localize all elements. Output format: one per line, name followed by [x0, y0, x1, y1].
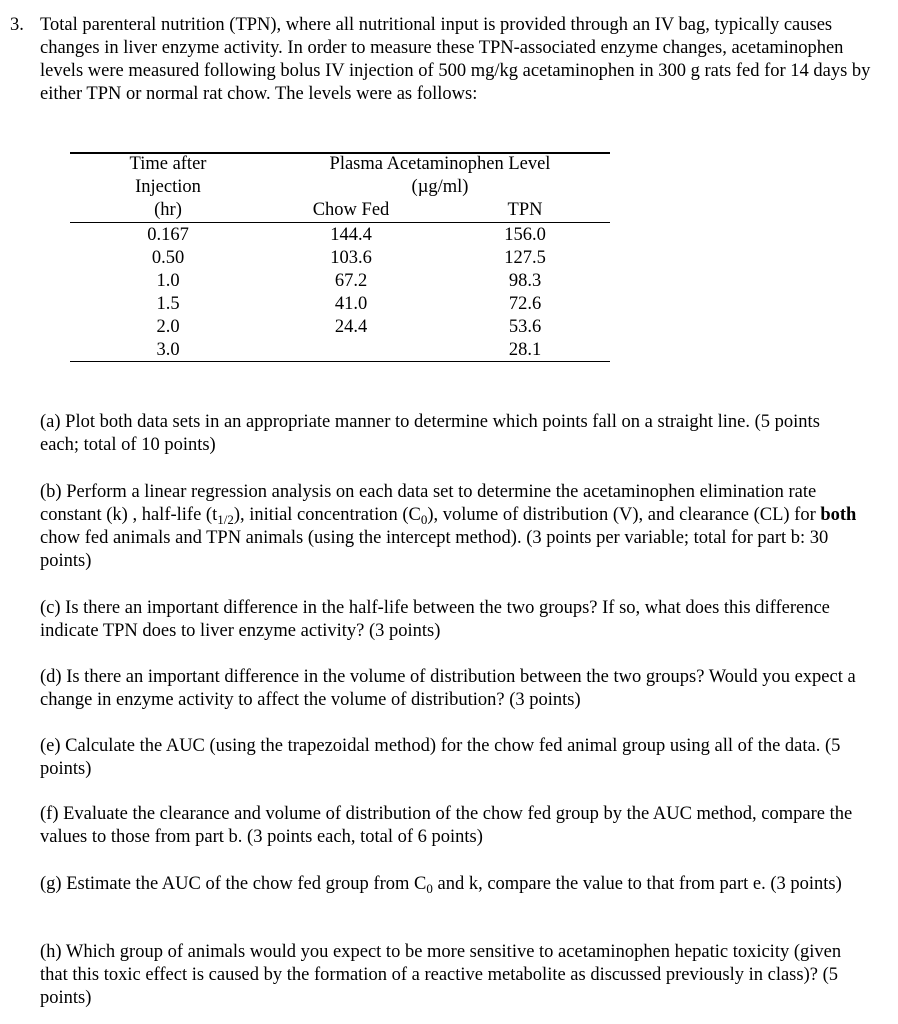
- question-h: (h) Which group of animals would you expect to be more sensitive to acetaminophen hepatic toxicity (given that this toxic effect is caused by the formation of a reactive metabolite as discussed previously in class)? (5 points): [40, 942, 842, 1008]
- table-cell-tpn: 28.1: [508, 340, 542, 360]
- time-header-line-3: (hr): [154, 200, 182, 220]
- chow-fed-header: Chow Fed: [312, 200, 390, 220]
- acetaminophen-data-table: [70, 152, 610, 362]
- plasma-units-header: (µg/ml): [411, 177, 469, 197]
- table-cell-tpn: 98.3: [508, 271, 542, 291]
- c0-subscript: 0: [420, 512, 428, 527]
- table-cell-tpn: 53.6: [508, 317, 542, 337]
- problem-intro-text: Total parenteral nutrition (TPN), where all nutritional input is provided through an IV bag, typically causes changes in liver enzyme activity. In order to measure these TPN-associated enzyme changes, acetaminophen levels were measured following bolus IV injection of 500 mg/kg acetaminophen in 300 g rats fed for 14 days by either TPN or normal rat chow. The levels were as follows:: [40, 15, 871, 104]
- plasma-level-header: Plasma Acetaminophen Level: [329, 154, 551, 174]
- table-cell-chow: 67.2: [334, 271, 368, 291]
- question-g: [40, 873, 860, 896]
- table-cell-time: 1.5: [156, 294, 180, 314]
- question-g-text: (g) Estimate the AUC of the chow fed group from C: [40, 874, 427, 894]
- problem-intro: [10, 14, 880, 106]
- time-header-line-2: Injection: [135, 177, 201, 197]
- question-b-text: ), initial concentration (C: [233, 505, 421, 525]
- question-a: (a) Plot both data sets in an appropriate manner to determine which points fall on a straight line. (5 points each; total of 10 points): [40, 412, 820, 455]
- table-header-rule: [70, 222, 610, 223]
- question-b-text: chow fed animals and TPN animals (using the intercept method). (3 points per variable; total for part b: 30 points): [40, 528, 829, 571]
- half-life-subscript: 1/2: [217, 512, 234, 527]
- time-header-line-1: Time after: [129, 154, 207, 174]
- problem-number: 3.: [10, 15, 24, 35]
- table-cell-time: 0.50: [151, 248, 185, 268]
- table-cell-time: 1.0: [156, 271, 180, 291]
- table-cell-chow: 41.0: [334, 294, 368, 314]
- table-cell-time: 0.167: [147, 225, 189, 245]
- table-cell-time: 2.0: [156, 317, 180, 337]
- question-b-text: ), volume of distribution (V), and clearance (CL) for: [427, 505, 821, 525]
- question-e: (e) Calculate the AUC (using the trapezoidal method) for the chow fed animal group using all of the data. (5 points): [40, 736, 841, 779]
- question-f: (f) Evaluate the clearance and volume of distribution of the chow fed group by the AUC method, compare the values to those from part b. (3 points each, total of 6 points): [40, 804, 853, 847]
- c0-subscript: 0: [426, 881, 433, 896]
- table-cell-chow: 24.4: [334, 317, 368, 337]
- tpn-header: TPN: [507, 200, 543, 220]
- table-cell-time: 3.0: [156, 340, 180, 360]
- table-cell-tpn: 156.0: [504, 225, 546, 245]
- table-cell-tpn: 127.5: [504, 248, 546, 268]
- question-d: (d) Is there an important difference in the volume of distribution between the two groups? Would you expect a change in enzyme activity to affect the volume of distribution? (3 points): [40, 667, 856, 710]
- question-b-text: (b) Perform a linear regression analysis on each data set to determine the acetaminophen elimination rate constant (k) , half-life (t: [40, 482, 817, 525]
- question-g-text: and k, compare the value to that from part e. (3 points): [432, 874, 842, 894]
- question-c: (c) Is there an important difference in the half-life between the two groups? If so, what does this difference indicate TPN does to liver enzyme activity? (3 points): [40, 598, 830, 641]
- question-b: [40, 481, 860, 573]
- table-cell-chow: 144.4: [330, 225, 372, 245]
- table-cell-tpn: 72.6: [508, 294, 542, 314]
- question-b-bold: both: [820, 505, 857, 525]
- table-cell-chow: 103.6: [330, 248, 372, 268]
